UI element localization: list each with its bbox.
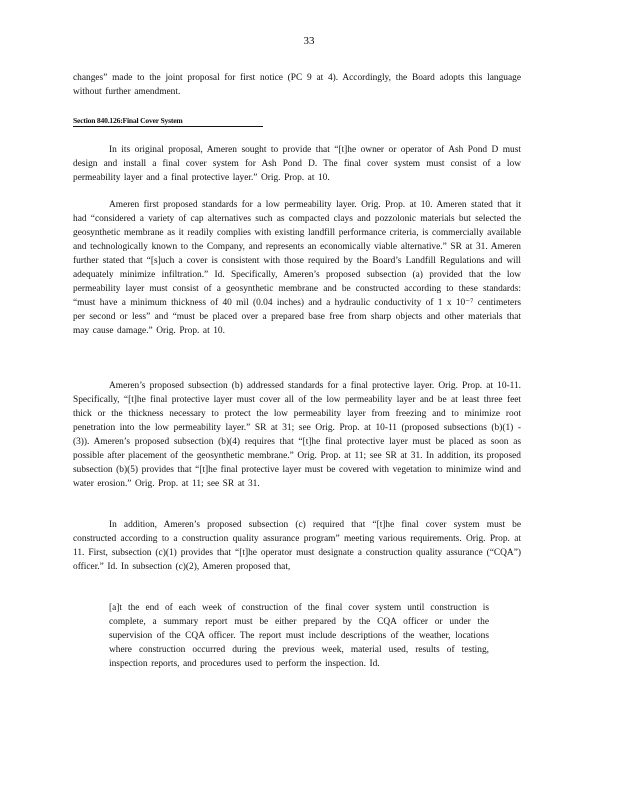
paragraph-continuation: changes” made to the joint proposal for first notice (PC 9 at 4). Accordingly, the Board adopts this language without further amendment.: [73, 73, 521, 97]
paragraph-original-proposal: In its original proposal, Ameren sought to provide that “[t]he owner or operator of Ash Pond D must design and install a final cover system for Ash Pond D. The final cover system must consist of a low permeability layer and a final protective layer.” Orig. Prop. at 10.: [73, 145, 521, 183]
paragraph-low-permeability-layer: Ameren first proposed standards for a low permeability layer. Orig. Prop. at 10. Ameren stated that it had “considered a variety of cap alternatives such as compacted clays and pozzolonic materials but selected the geosynthetic membrane as it readily complies with existing landfill performance criteria, is commercially available and technologically known to the Company, and represents an economically viable alternative.” SR at 31. Ameren further stated that “[s]uch a cover is consistent with those required by the Board’s Landfill Regulations and will adequately minimize infiltration.” Id. Specifically, Ameren’s proposed subsection (a) provided that the low permeability layer must consist of a geosynthetic membrane and be constructed according to these standards: “must have a minimum thickness of 40 mil (0.04 inches) and a hydraulic conductivity of 1 x 10⁻⁷ centimeters per second or less” and “must be placed over a prepared base free from sharp objects and other materials that may cause damage.” Orig. Prop. at 10.: [73, 200, 521, 336]
section-heading: Section 840.126:Final Cover System: [73, 116, 263, 127]
page-number: 33: [303, 35, 315, 47]
block-quote: [a]t the end of each week of construction of the final cover system until construction is complete, a summary report must be either prepared by the CQA officer or under the supervision of the CQA officer. The report must include descriptions of the weather, locations where construction occurred during the previous week, material used, results of testing, inspection reports, and procedures used to perform the inspection. Id.: [109, 603, 489, 669]
paragraph-cqa-program: In addition, Ameren’s proposed subsection (c) required that “[t]he final cover system must be constructed according to a construction quality assurance program” meeting various requirements. Orig. Prop. at 11. First, subsection (c)(1) provides that “[t]he operator must designate a construction quality assurance (“CQA”) officer.” Id. In subsection (c)(2), Ameren proposed that,: [73, 520, 521, 572]
paragraph-final-protective-layer: Ameren’s proposed subsection (b) addressed standards for a final protective layer. Orig. Prop. at 10-11. Specifically, “[t]he final protective layer must cover all of the low permeability layer and be at least three feet thick or the thickness necessary to protect the low permeability layer from freezing and to minimize root penetration into the low permeability layer.” SR at 31; see Orig. Prop. at 10-11 (proposed subsections (b)(1) - (3)). Ameren’s proposed subsection (b)(4) requires that “[t]he final protective layer must be placed as soon as possible after placement of the geosynthetic membrane.” Orig. Prop. at 11; see SR at 31. In addition, its proposed subsection (b)(5) provides that “[t]he final protective layer must be covered with vegetation to minimize wind and water erosion.” Orig. Prop. at 11; see SR at 31.: [73, 381, 521, 489]
